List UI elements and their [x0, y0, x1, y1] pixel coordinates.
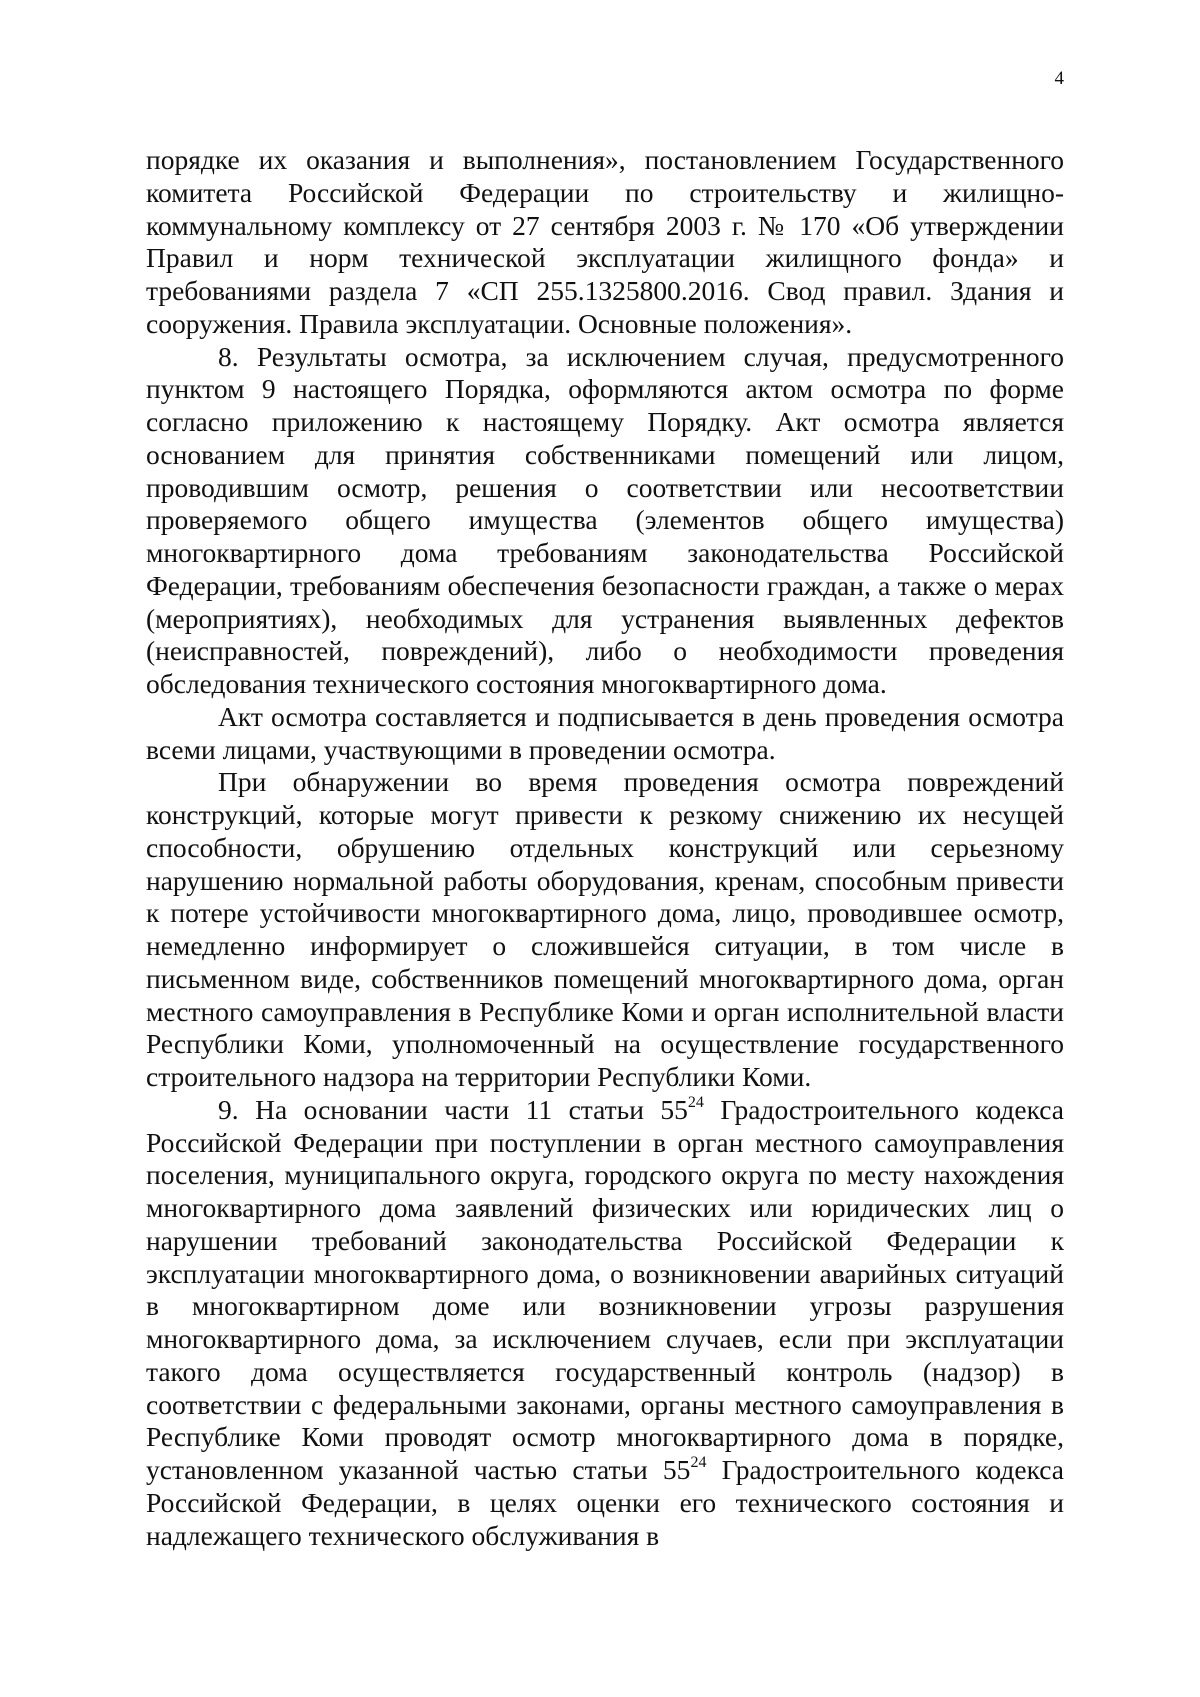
page-number: 4: [1054, 68, 1064, 89]
item-9-text-b: Градостроительного кодекса Российской Федерации при поступлении в орган местного самоуправления поселения, муниципального округа, городского округа по месту нахождения многоквартирного дома заявлений физических или юридических лиц о нарушении требований законодательства Российской Федерации к эксплуатации многоквартирного дома, о возникновении аварийных ситуаций в многоквартирном доме или возникновении угрозы разрушения многоквартирного дома, за исключением случаев, если при эксплуатации такого дома осуществляется государственный контроль (надзор) в соответствии с федеральными законами, органы местного самоуправления в Республике Коми проводят осмотр многоквартирного дома в порядке, установленном указанной частью статьи 55: [146, 1093, 1064, 1485]
document-body: [146, 144, 1064, 1552]
paragraph-damage-notice: При обнаружении во время проведения осмотра повреждений конструкций, которые могут привести к резкому снижению их несущей способности, обрушению отдельных конструкций или серьезному нарушению нормальной работы оборудования, кренам, способным привести к потере устойчивости многоквартирного дома, лицо, проводившее осмотр, немедленно информирует о сложившейся ситуации, в том числе в письменном виде, собственников помещений многоквартирного дома, орган местного самоуправления в Республике Коми и орган исполнительной власти Республики Коми, уполномоченный на осуществление государственного строительного надзора на территории Республики Коми.: [146, 766, 1064, 1092]
item-9-text-c: Градостроительного кодекса Российской Федерации, в целях оценки его технического состояния и надлежащего технического обслуживания в: [146, 1454, 1065, 1551]
paragraph-item-9: [146, 1094, 1064, 1553]
paragraph-act-signing: Акт осмотра составляется и подписывается в день проведения осмотра всеми лицами, участвующими в проведении осмотра.: [146, 700, 1064, 765]
paragraph-item-8: 8. Результаты осмотра, за исключением случая, предусмотренного пунктом 9 настоящего Порядка, оформляются актом осмотра по форме согласно приложению к настоящему Порядку. Акт осмотра является основанием для принятия собственниками помещений или лицом, проводившим осмотр, решения о соответствии или несоответствии проверяемого общего имущества (элементов общего имущества) многоквартирного дома требованиям законодательства Российской Федерации, требованиям обеспечения безопасности граждан, а также о мерах (мероприятиях), необходимых для устранения выявленных дефектов (неисправностей, повреждений), либо о необходимости проведения обследования технического состояния многоквартирного дома.: [146, 340, 1064, 699]
paragraph-continuation: порядке их оказания и выполнения», постановлением Государственного комитета Российской Федерации по строительству и жилищно-коммунальному комплексу от 27 сентября 2003 г. № 170 «Об утверждении Правил и норм технической эксплуатации жилищного фонда» и требованиями раздела 7 «СП 255.1325800.2016. Свод правил. Здания и сооружения. Правила эксплуатации. Основные положения».: [146, 144, 1064, 339]
item-9-text-a: 9. На основании части 11 статьи 55: [218, 1093, 688, 1125]
article-superscript: 24: [687, 1093, 704, 1111]
article-superscript: 24: [690, 1454, 707, 1471]
